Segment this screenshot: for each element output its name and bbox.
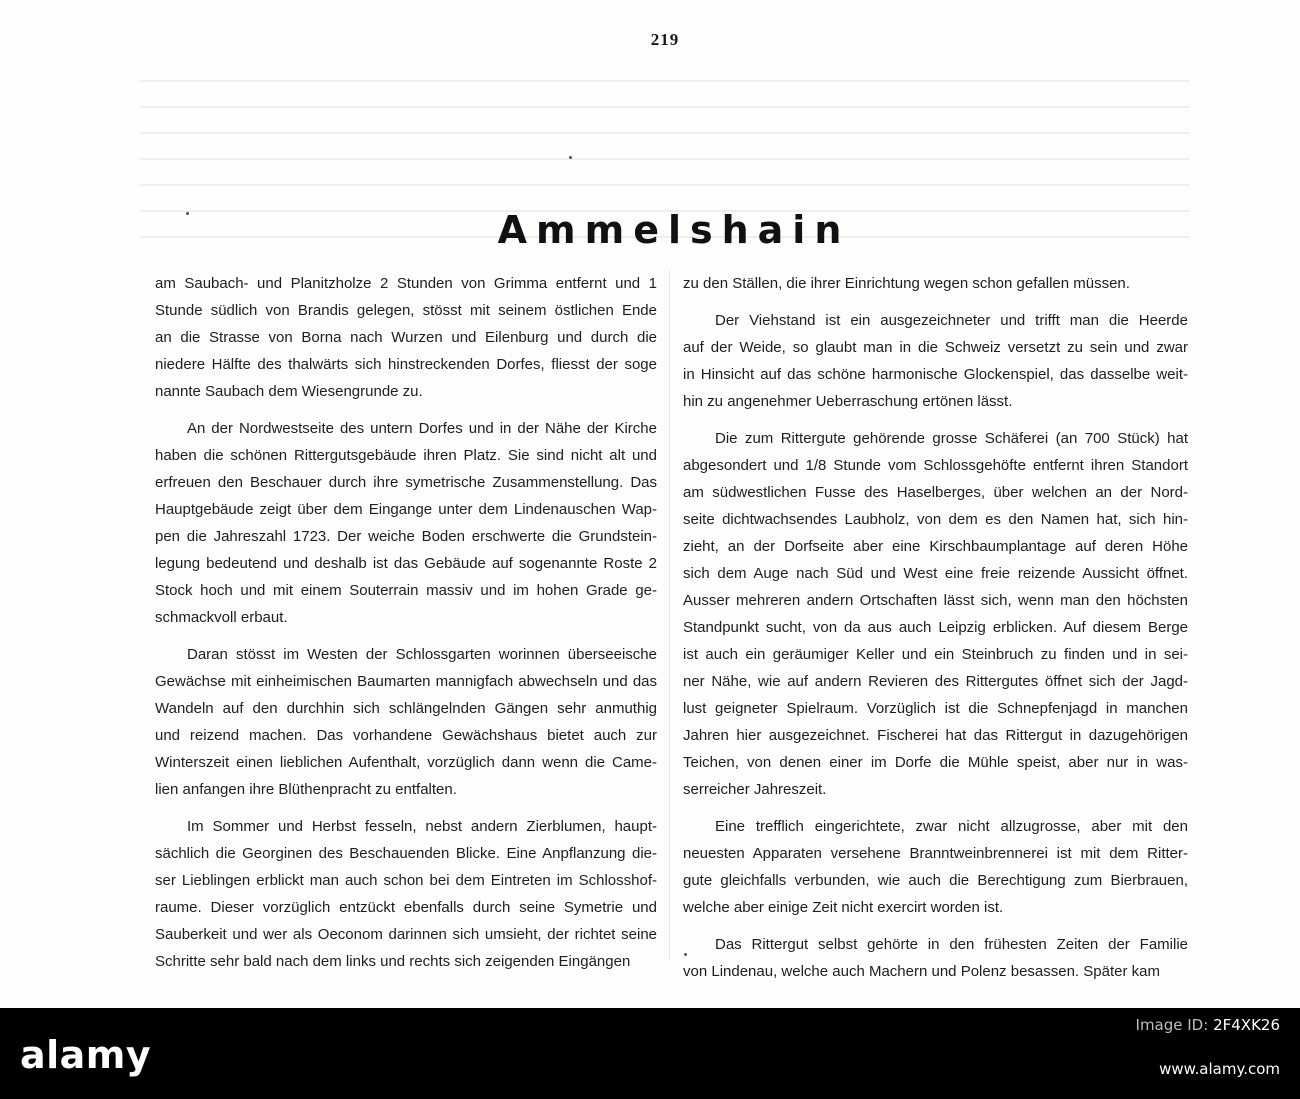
text-line: raume. Dieser vorzüglich entzückt ebenfalls durch seine Symetrie und <box>155 899 657 916</box>
text-line: erfreuen den Beschauer durch ihre symetrische Zusammenstellung. Das <box>155 474 657 491</box>
column-gutter <box>669 270 670 960</box>
text-line: Winterszeit einen lieblichen Aufenthalt, vorzüglich dann wenn die Came- <box>155 754 657 771</box>
text-line: Standpunkt sucht, von da aus auch Leipzig erblicken. Auf diesem Berge <box>683 619 1188 636</box>
text-line: Die zum Rittergute gehörende grosse Schäferei (an 700 Stück) hat <box>715 430 1188 447</box>
text-line: serreicher Jahreszeit. <box>683 781 827 798</box>
text-line: Das Rittergut selbst gehörte in den frühesten Zeiten der Familie <box>715 936 1188 953</box>
text-line: Stunde südlich von Brandis gelegen, stösst mit seinem östlichen Ende <box>155 302 657 319</box>
paragraph <box>683 307 1188 415</box>
text-line: ist auch ein geräumiger Keller und ein Steinbruch zu finden und in sei- <box>683 646 1188 663</box>
text-line: am südwestlichen Fusse des Haselberges, über welchen an der Nord- <box>683 484 1188 501</box>
text-line: Stock hoch und mit einem Souterrain massiv und im hohen Grade ge- <box>155 582 657 599</box>
image-id-value: 2F4XK26 <box>1213 1016 1280 1034</box>
paragraph <box>683 425 1188 803</box>
text-line: in Hinsicht auf das schöne harmonische Glockenspiel, das dasselbe weit- <box>683 366 1188 383</box>
text-line: auf der Weide, so glaubt man in die Schweiz versetzt zu sein und zwar <box>683 339 1188 356</box>
text-line: sächlich die Georginen des Beschauenden Blicke. Eine Anpflanzung die- <box>155 845 657 862</box>
text-line: Im Sommer und Herbst fesseln, nebst andern Zierblumen, haupt- <box>187 818 657 835</box>
text-line: Daran stösst im Westen der Schlossgarten worinnen überseeische <box>187 646 657 663</box>
text-line: neuesten Apparaten versehene Branntweinbrennerei ist mit dem Ritter- <box>683 845 1188 862</box>
text-line: haben die schönen Rittergutsgebäude ihren Platz. Sie sind nicht alt und <box>155 447 657 464</box>
ink-speck <box>569 156 572 159</box>
text-line: gute gleichfalls verbunden, wie auch die Berechtigung zum Bierbrauen, <box>683 872 1188 889</box>
text-line: welche aber einige Zeit nicht exercirt worden ist. <box>683 899 1004 916</box>
paragraph <box>155 641 657 803</box>
text-line: am Saubach- und Planitzholze 2 Stunden von Grimma entfernt und 1 <box>155 275 657 292</box>
text-line: Ausser mehreren andern Ortschaften lässt sich, wenn man den höchsten <box>683 592 1188 609</box>
text-line: legung bedeutend und deshalb ist das Gebäude auf sogenannte Roste 2 <box>155 555 657 572</box>
text-line: Teichen, von denen einer im Dorfe die Mühle speist, aber nur in was- <box>683 754 1188 771</box>
text-line: Hauptgebäude zeigt über dem Eingange unter dem Lindenauschen Wap- <box>155 501 657 518</box>
text-line: Der Viehstand ist ein ausgezeichneter und trifft man die Heerde <box>715 312 1188 329</box>
text-line: nannte Saubach dem Wiesengrunde zu. <box>155 383 423 400</box>
paragraph <box>155 415 657 631</box>
image-id-label: Image ID: <box>1135 1016 1209 1034</box>
right-text-column <box>683 270 1188 995</box>
alamy-logo: alamy <box>20 1033 152 1077</box>
text-line: und reizend machen. Das vorhandene Gewächshaus bietet auch zur <box>155 727 657 744</box>
text-line: abgesondert und 1/8 Stunde vom Schlossgehöfte entfernt ihren Standort <box>683 457 1188 474</box>
text-line: lien anfangen ihre Blüthenpracht zu entfalten. <box>155 781 457 798</box>
text-line: Schritte sehr bald nach dem links und rechts sich zeigenden Eingängen <box>155 953 631 970</box>
page-number: 219 <box>650 30 680 49</box>
text-line: zu den Ställen, die ihrer Einrichtung wegen schon gefallen müssen. <box>683 275 1130 292</box>
text-line: zieht, an der Dorfseite aber eine Kirschbaumplantage auf deren Höhe <box>683 538 1188 555</box>
page-title: Ammelshain <box>497 208 851 252</box>
text-line: seite dichtwachsendes Laubholz, von dem es den Namen hat, sich hin- <box>683 511 1188 528</box>
text-line: ser Lieblingen erblickt man auch schon bei dem Eintreten im Schlosshof- <box>155 872 657 889</box>
text-line: lust geigneter Spielraum. Vorzüglich ist die Schnepfenjagd in manchen <box>683 700 1188 717</box>
text-line: Wandeln auf den durchhin sich schlängelnden Gängen sehr anmuthig <box>155 700 657 717</box>
text-line: hin zu angenehmer Ueberraschung ertönen lässt. <box>683 393 1013 410</box>
alamy-url: www.alamy.com <box>1159 1060 1280 1078</box>
image-id <box>1136 1016 1280 1034</box>
text-line: niedere Hälfte des thalwärts sich hinstreckenden Dorfes, fliesst der soge <box>155 356 657 373</box>
text-line: schmackvoll erbaut. <box>155 609 288 626</box>
text-line: Gewächse mit einheimischen Baumarten mannigfach abwechseln und das <box>155 673 657 690</box>
left-text-column <box>155 270 657 985</box>
text-line: sich dem Auge nach Süd und West eine freie reizende Aussicht öffnet. <box>683 565 1188 582</box>
text-line: An der Nordwestseite des untern Dorfes und in der Nähe der Kirche <box>187 420 657 437</box>
paragraph <box>155 270 657 405</box>
paragraph <box>683 270 1188 297</box>
paragraph <box>683 813 1188 921</box>
text-line: von Lindenau, welche auch Machern und Polenz besassen. Später kam <box>683 963 1160 980</box>
text-line: Eine trefflich eingerichtete, zwar nicht allzugrosse, aber mit den <box>715 818 1188 835</box>
paragraph <box>155 813 657 975</box>
text-line: pen die Jahreszahl 1723. Der weiche Boden erschwerte die Grundstein- <box>155 528 657 545</box>
text-line: Sauberkeit und wer als Oeconom darinnen sich umsieht, der richtet seine <box>155 926 657 943</box>
paragraph <box>683 931 1188 985</box>
text-line: an die Strasse von Borna nach Wurzen und Eilenburg und durch die <box>155 329 657 346</box>
text-line: Jahren hier ausgezeichnet. Fischerei hat das Rittergut in dazugehörigen <box>683 727 1188 744</box>
text-line: ner Nähe, wie auf andern Revieren des Rittergutes öffnet sich der Jagd- <box>683 673 1188 690</box>
watermark-footer <box>0 1008 1300 1099</box>
